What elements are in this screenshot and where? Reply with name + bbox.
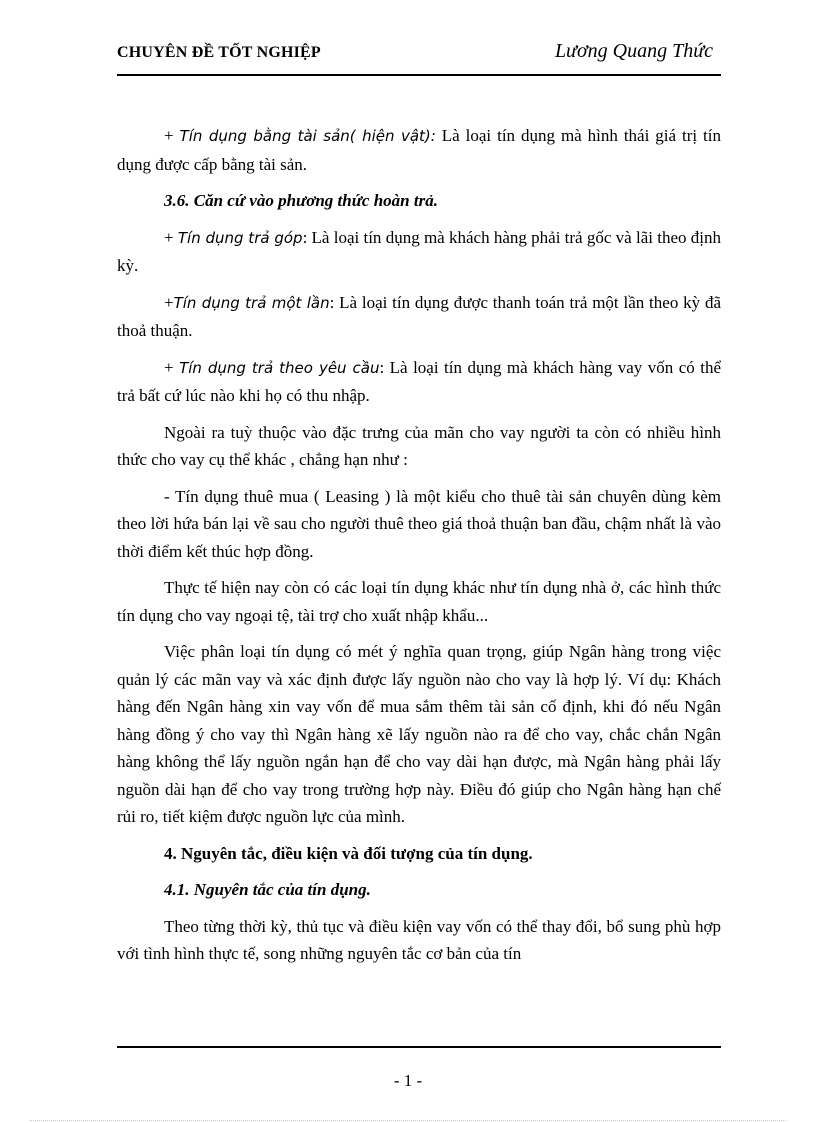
author-name: Lương Quang Thức	[554, 40, 713, 62]
paragraph: - Tín dụng thuê mua ( Leasing ) là một kiểu cho thuê tài sản chuyên dùng kèm theo lời hứa bán lại về sau cho người thuê theo giá thoả thuận ban đầu, chậm nhất là vào thời điểm kết thúc hợp đồng.	[117, 486, 721, 561]
page-break-line	[30, 1120, 786, 1121]
subsection-heading: 4.1. Nguyên tắc của tín dụng.	[164, 880, 371, 899]
page-header	[117, 38, 721, 76]
paragraph: Việc phân loại tín dụng có mét ý nghĩa quan trọng, giúp Ngân hàng trong việc quản lý các mãn vay và xác định được lấy nguồn nào cho vay là hợp lý. Ví dụ: Khách hàng đến Ngân hàng xin vay vốn để mua sắm thêm tài sản cố định, khi đó nếu Ngân hàng đồng ý cho vay thì Ngân hàng xẽ lấy nguồn nào ra để cho vay, chắc chắn Ngân hàng không thể lấy nguồn ngắn hạn để cho vay dài hạn được, mà Ngân hàng phải lấy nguồn dài hạn để cho vay trong trường hợp này. Điều đó giúp cho Ngân hàng hạn chế rủi ro, tiết kiệm được nguồn lực của mình.	[117, 642, 721, 826]
document-title: CHUYÊN ĐỀ TỐT NGHIỆP	[117, 44, 321, 61]
term: Tín dụng trả theo yêu cầu	[179, 358, 380, 377]
page-number: - 1 -	[393, 1071, 423, 1090]
paragraph: + Tín dụng trả theo yêu cầu: Là loại tín dụng mà khách hàng vay vốn có thể trả bất cứ lúc nào khi họ có thu nhập.	[117, 357, 721, 405]
paragraph: Theo từng thời kỳ, thủ tục và điều kiện vay vốn có thể thay đổi, bổ sung phù hợp với tình hình thực tế, song những nguyên tắc cơ bản của tín	[117, 916, 721, 963]
footer-rule	[117, 1046, 721, 1048]
term: Tín dụng trả góp	[177, 228, 303, 247]
document-body	[117, 122, 721, 977]
term: Tín dụng trả một lần	[173, 293, 330, 312]
term: Tín dụng bằng tài sản( hiện vật):	[179, 127, 436, 145]
paragraph: Ngoài ra tuỳ thuộc vào đặc trưng của mãn cho vay người ta còn có nhiều hình thức cho vay cụ thể khác , chẳng hạn như :	[117, 422, 721, 469]
paragraph: +Tín dụng trả một lần: Là loại tín dụng được thanh toán trả một lần theo kỳ đã thoả thuận.	[117, 292, 721, 340]
section-heading: 3.6. Căn cứ vào phương thức hoàn trả.	[164, 191, 438, 210]
paragraph: Thực tế hiện nay còn có các loại tín dụng khác như tín dụng nhà ở, các hình thức tín dụng cho vay ngoại tệ, tài trợ cho xuất nhập khẩu...	[117, 578, 721, 625]
paragraph: + Tín dụng bằng tài sản( hiện vật): Là loại tín dụng mà hình thái giá trị tín dụng được cấp bằng tài sản.	[117, 126, 721, 174]
section-heading: 4. Nguyên tắc, điều kiện và đối tượng của tín dụng.	[164, 843, 533, 863]
paragraph: + Tín dụng trả góp: Là loại tín dụng mà khách hàng phải trả gốc và lãi theo định kỳ.	[117, 227, 721, 275]
